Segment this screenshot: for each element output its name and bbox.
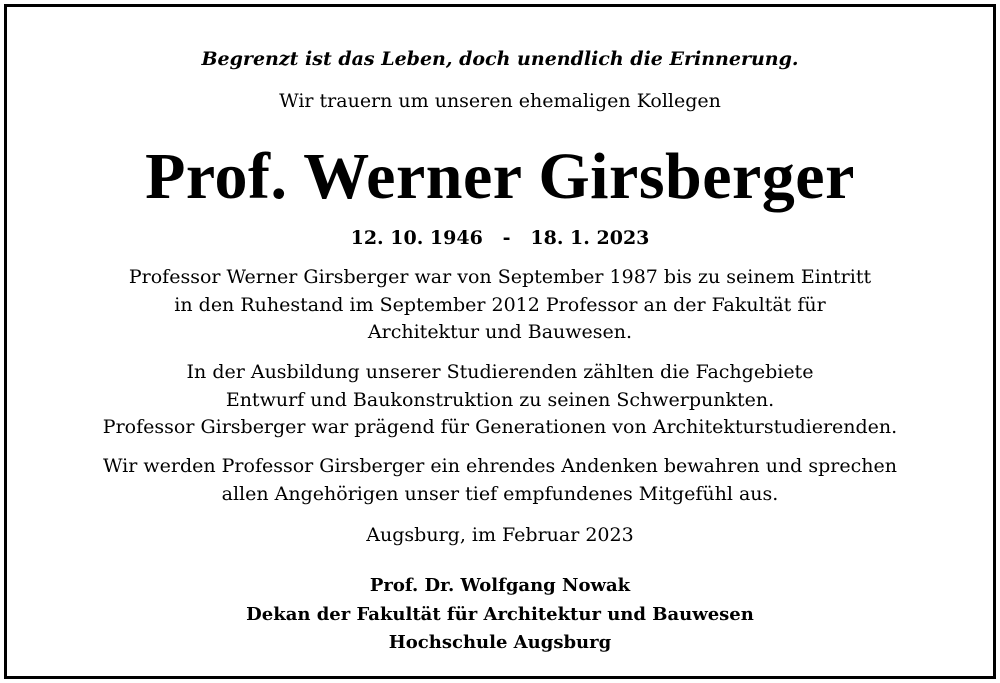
place-and-date: Augsburg, im Februar 2023 — [366, 524, 634, 546]
motto-quote: Begrenzt ist das Leben, doch unendlich die Erinnerung. — [201, 48, 799, 70]
obituary-notice-frame — [4, 4, 996, 679]
signatory-institution: Hochschule Augsburg — [388, 632, 612, 653]
biography-line: Architektur und Bauwesen. — [367, 321, 633, 343]
teaching-paragraph — [7, 359, 993, 442]
deceased-name: Prof. Werner Girsberger — [145, 140, 855, 213]
intro-line: Wir trauern um unseren ehemaligen Kollegen — [279, 90, 721, 112]
life-dates: 12. 10. 1946 - 18. 1. 2023 — [350, 227, 650, 249]
biography-paragraph — [7, 264, 993, 347]
teaching-line: In der Ausbildung unserer Studierenden zählten die Fachgebiete — [186, 361, 814, 383]
biography-line: in den Ruhestand im September 2012 Professor an der Fakultät für — [174, 293, 826, 316]
signature-block — [7, 572, 993, 658]
signatory-name: Prof. Dr. Wolfgang Nowak — [369, 575, 631, 596]
condolence-paragraph — [7, 453, 993, 508]
biography-line: Professor Werner Girsberger war von September 1987 bis zu seinem Eintritt — [128, 266, 872, 288]
teaching-line: Entwurf und Baukonstruktion zu seinen Schwerpunkten. — [225, 388, 775, 411]
condolence-line: allen Angehörigen unser tief empfundenes Mitgefühl aus. — [221, 482, 779, 505]
teaching-line: Professor Girsberger war prägend für Generationen von Architekturstudierenden. — [102, 416, 898, 438]
signatory-title: Dekan der Fakultät für Architektur und Bauwesen — [246, 603, 754, 625]
condolence-line: Wir werden Professor Girsberger ein ehrendes Andenken bewahren und sprechen — [102, 455, 897, 477]
